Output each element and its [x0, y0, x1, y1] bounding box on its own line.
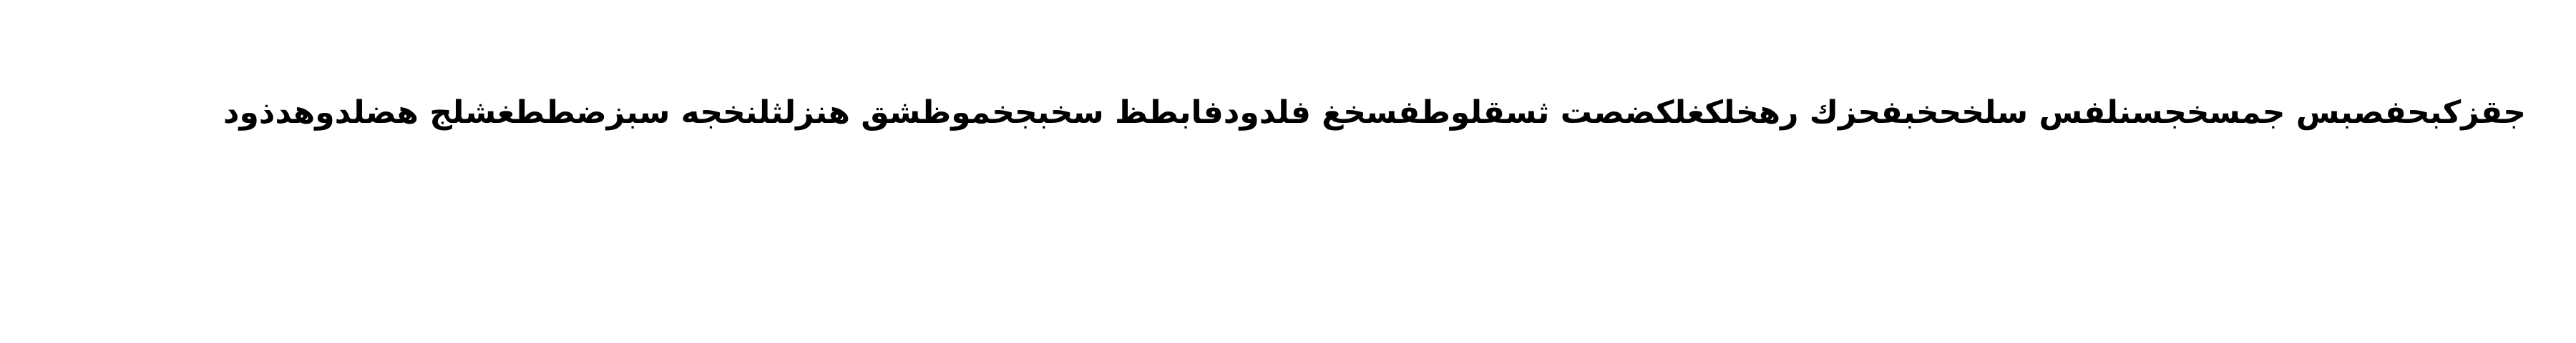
- arabic-text-line: جقزكبحفصبس جمسخجسنلفس سلخحخبفحزك رهخلكغلكضصت ثسقلوطفسخغ فلدودفابطظ سخبجخموظشق هنزلثلنخجه سبزضططغشلج هضلدوهدذود: [223, 94, 2526, 131]
